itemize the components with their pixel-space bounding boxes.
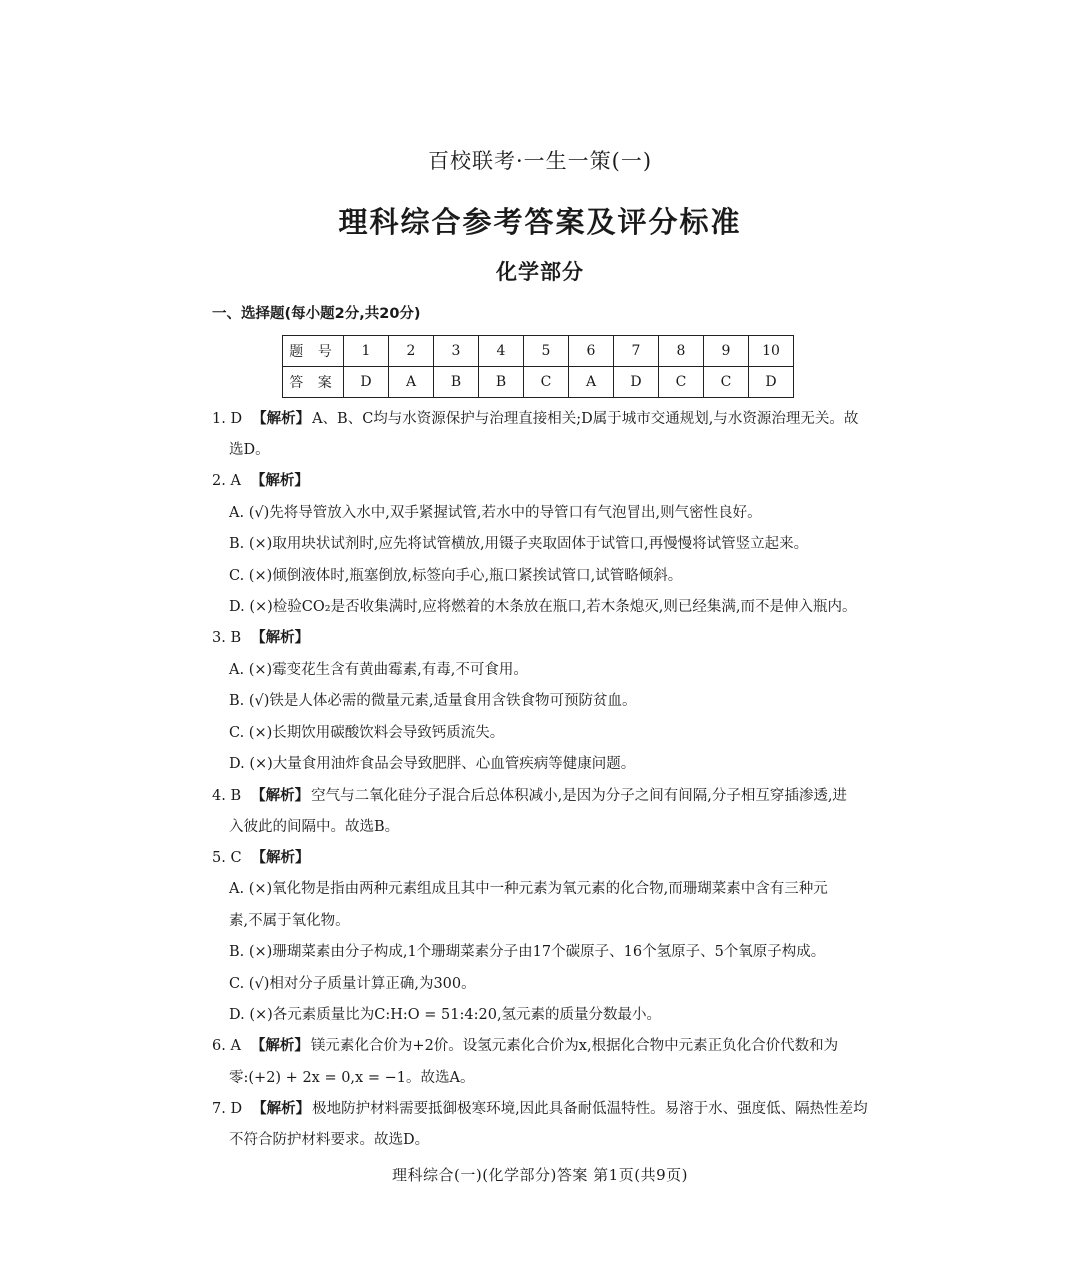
answer-cell: C: [704, 367, 749, 398]
q1-answer: 1. D: [212, 411, 243, 427]
q1-text: A、B、C均与水资源保护与治理直接相关;D属于城市交通规划,与水资源治理无关。故: [312, 411, 859, 427]
answer-cell: D: [614, 367, 659, 398]
answer-cell: C: [524, 367, 569, 398]
q3-answer: 3. B: [212, 630, 242, 646]
answer-table: [282, 335, 794, 398]
row-label-answer: 答 案: [283, 367, 344, 398]
q5-option-c: C. (√)相对分子质量计算正确,为300。: [229, 976, 476, 992]
question-number: 7: [614, 336, 659, 367]
q2-option-a: A. (√)先将导管放入水中,双手紧握试管,若水中的导管口有气泡冒出,则气密性良好。: [229, 505, 762, 521]
q5-option-a: A. (×)氧化物是指由两种元素组成且其中一种元素为氧元素的化合物,而珊瑚菜素中含有三种元: [229, 881, 828, 897]
question-number: 3: [434, 336, 479, 367]
q5-answer: 5. C: [212, 850, 242, 866]
q2-analysis-tag: 【解析】: [250, 473, 309, 489]
q2-option-b: B. (×)取用块状试剂时,应先将试管横放,用镊子夹取固体于试管口,再慢慢将试管竖立起来。: [229, 536, 809, 552]
explanation-q2: [212, 471, 311, 491]
question-number: 10: [749, 336, 794, 367]
answer-cell: D: [344, 367, 389, 398]
q3-option-c: C. (×)长期饮用碳酸饮料会导致钙质流失。: [229, 725, 505, 741]
q1-analysis-tag: 【解析】: [252, 411, 311, 427]
question-number: 2: [389, 336, 434, 367]
explanation-q4: [212, 786, 847, 806]
q6-answer: 6. A: [212, 1038, 241, 1054]
explanation-q6: [212, 1036, 838, 1056]
answer-cell: C: [659, 367, 704, 398]
q4-answer: 4. B: [212, 788, 242, 804]
answer-table-answer-row: [283, 367, 794, 398]
q7-text: 极地防护材料需要抵御极寒环境,因此具备耐低温特性。易溶于水、强度低、隔热性差均: [312, 1101, 868, 1117]
answer-table-number-row: [283, 336, 794, 367]
row-label-number: 题 号: [283, 336, 344, 367]
q2-option-d: D. (×)检验CO₂是否收集满时,应将燃着的木条放在瓶口,若木条熄灭,则已经集满,而不是伸入瓶内。: [229, 599, 857, 615]
q6-text: 镁元素化合价为+2价。设氢元素化合价为x,根据化合物中元素正负化合价代数和为: [310, 1038, 839, 1054]
q7-continuation: 不符合防护材料要求。故选D。: [229, 1132, 430, 1148]
q3-analysis-tag: 【解析】: [251, 630, 310, 646]
exam-series-title: 百校联考·一生一策(一): [427, 149, 653, 173]
answer-cell: B: [479, 367, 524, 398]
q6-continuation: 零:(+2) + 2x = 0,x = −1。故选A。: [229, 1070, 475, 1086]
q5-option-b: B. (×)珊瑚菜素由分子构成,1个珊瑚菜素分子由17个碳原子、16个氢原子、5个氧原子构成。: [229, 944, 826, 960]
question-number: 8: [659, 336, 704, 367]
question-number: 6: [569, 336, 614, 367]
q3-option-d: D. (×)大量食用油炸食品会导致肥胖、心血管疾病等健康问题。: [229, 756, 636, 772]
explanation-q1: [212, 409, 858, 429]
document-title: 理科综合参考答案及评分标准: [338, 205, 742, 239]
question-number: 9: [704, 336, 749, 367]
q3-option-a: A. (×)霉变花生含有黄曲霉素,有毒,不可食用。: [229, 662, 528, 678]
page-footer: 理科综合(一)(化学部分)答案 第1页(共9页): [392, 1166, 688, 1184]
q2-option-c: C. (×)倾倒液体时,瓶塞倒放,标签向手心,瓶口紧挨试管口,试管略倾斜。: [229, 568, 683, 584]
q5-analysis-tag: 【解析】: [251, 850, 310, 866]
explanation-q7: [212, 1099, 868, 1119]
answer-cell: A: [389, 367, 434, 398]
q5-option-a-continuation: 素,不属于氧化物。: [229, 913, 350, 929]
answer-cell: D: [749, 367, 794, 398]
q4-continuation: 入彼此的间隔中。故选B。: [229, 819, 400, 835]
question-number: 5: [524, 336, 569, 367]
q7-analysis-tag: 【解析】: [252, 1101, 311, 1117]
q6-analysis-tag: 【解析】: [250, 1038, 309, 1054]
q4-text: 空气与二氧化硅分子混合后总体积减小,是因为分子之间有间隔,分子相互穿插渗透,进: [311, 788, 847, 804]
q7-answer: 7. D: [212, 1101, 243, 1117]
question-number: 1: [344, 336, 389, 367]
answer-cell: B: [434, 367, 479, 398]
q5-option-d: D. (×)各元素质量比为C:H:O = 51:4:20,氢元素的质量分数最小。: [229, 1007, 662, 1023]
q4-analysis-tag: 【解析】: [251, 788, 310, 804]
question-number: 4: [479, 336, 524, 367]
explanation-q3: [212, 628, 311, 648]
explanation-q5: [212, 848, 312, 868]
q1-continuation: 选D。: [229, 442, 270, 458]
q3-option-b: B. (√)铁是人体必需的微量元素,适量食用含铁食物可预防贫血。: [229, 693, 637, 709]
section-subtitle: 化学部分: [496, 260, 584, 284]
multiple-choice-heading: 一、选择题(每小题2分,共20分): [212, 306, 421, 322]
q2-answer: 2. A: [212, 473, 241, 489]
answer-cell: A: [569, 367, 614, 398]
